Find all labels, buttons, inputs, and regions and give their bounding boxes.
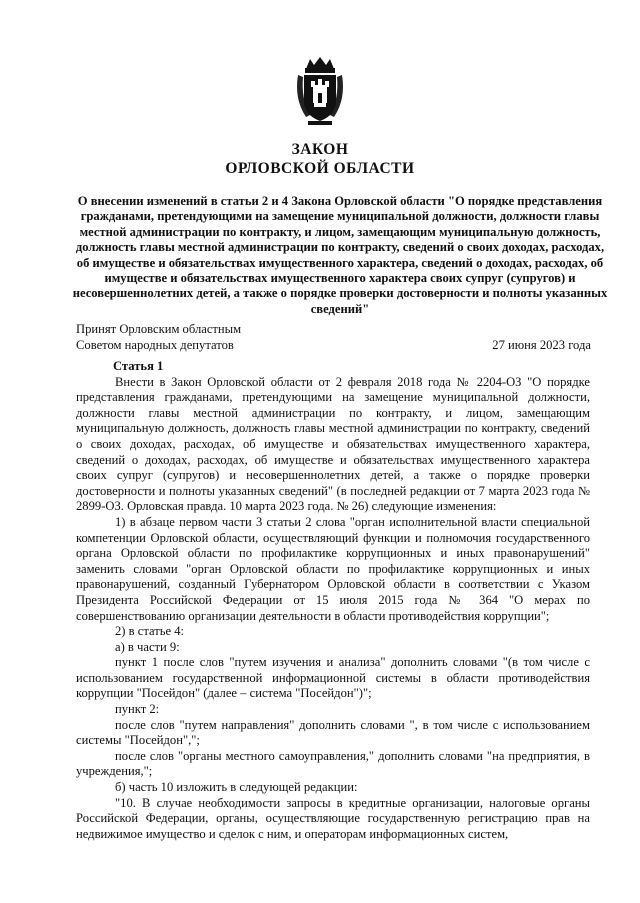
law-subtitle: О внесении изменений в статьи 2 и 4 Закона Орловской области "О порядке представления гражданами, претендующими на замещение муниципальной должности, должности главы местной администрации по контракту, и лицом, замещающим муниципальную должность, должность главы местной администрации по контракту, сведений о своих доходах, расходах, об имуществе и обязательствах имущественного характера, сведений о доходах, расходах, об имуществе и обязательствах имущественного характера своих супруг (супругов) и несовершеннолетних детей, а также о порядке проверки достоверности и полноты указанных сведений" <box>72 194 608 316</box>
paragraph: Внести в Закон Орловской области от 2 февраля 2018 года № 2204-ОЗ "О порядке представления гражданами, претендующими на замещение муниципальной должности, должности главы местной администрации по контракту, и лицом, замещающим муниципальную должность, должность главы местной администрации по контракту, сведений о своих доходах, расходах, об имуществе и обязательствах имущественного характера, сведений о доходах, расходах, об имуществе и обязательствах имущественного характера своих супруг (супругов) и несовершеннолетних детей, а также о порядке проверки достоверности и полноты указанных сведений" (в последней редакции от 7 марта 2023 года № 2899-ОЗ. Орловская правда. 10 марта 2023 года. № 26) следующие изменения: <box>76 374 590 514</box>
region-title: ОРЛОВСКОЙ ОБЛАСТИ <box>225 160 415 177</box>
article-heading: Статья 1 <box>113 359 164 373</box>
adoption-date: 27 июня 2023 года <box>492 338 591 352</box>
adoption-line: Принят Орловским областным <box>76 322 242 336</box>
article-body <box>76 359 590 842</box>
paragraph: после слов "путем направления" дополнить словами ", в том числе с использованием системы "Посейдон","; <box>76 717 590 748</box>
paragraph: 2) в статье 4: <box>115 624 185 639</box>
paragraph: после слов "органы местного самоуправления," дополнить словами "на предприятия, в учреждения,"; <box>76 748 590 779</box>
paragraph: б) часть 10 изложить в следующей редакции: <box>115 780 358 795</box>
paragraph: пункт 2: <box>115 702 160 717</box>
adoption-line: Советом народных депутатов <box>76 338 234 352</box>
paragraph: пункт 1 после слов "путем изучения и анализа" дополнить словами "(в том числе с использованием государственной информационной системы в области противодействия коррупции "Посейдон" (далее – система "Посейдон")"; <box>76 655 590 701</box>
adoption-block <box>76 321 241 353</box>
paragraph: а) в части 9: <box>115 639 180 654</box>
document-type-title: ЗАКОН <box>291 141 349 158</box>
paragraph: "10. В случае необходимости запросы в кредитные организации, налоговые органы Российской Федерации, органы, осуществляющие государственную регистрацию прав на недвижимое имущество и сделок с ним, и операторам информационных систем, <box>76 795 590 841</box>
coat-of-arms-icon <box>292 55 348 127</box>
paragraph: 1) в абзаце первом части 3 статьи 2 слова "орган исполнительной власти специальной компетенции Орловской области, осуществляющий функции и полномочия государственного органа Орловской области по профилактике коррупционных и иных правонарушений" заменить словами "орган Орловской области по профилактике коррупционных и иных правонарушений, созданный Губернатором Орловской области в соответствии с Указом Президента Российской Федерации от 15 июля 2015 года № 364 "О мерах по совершенствованию организации деятельности в области противодействия коррупции"; <box>76 514 590 623</box>
